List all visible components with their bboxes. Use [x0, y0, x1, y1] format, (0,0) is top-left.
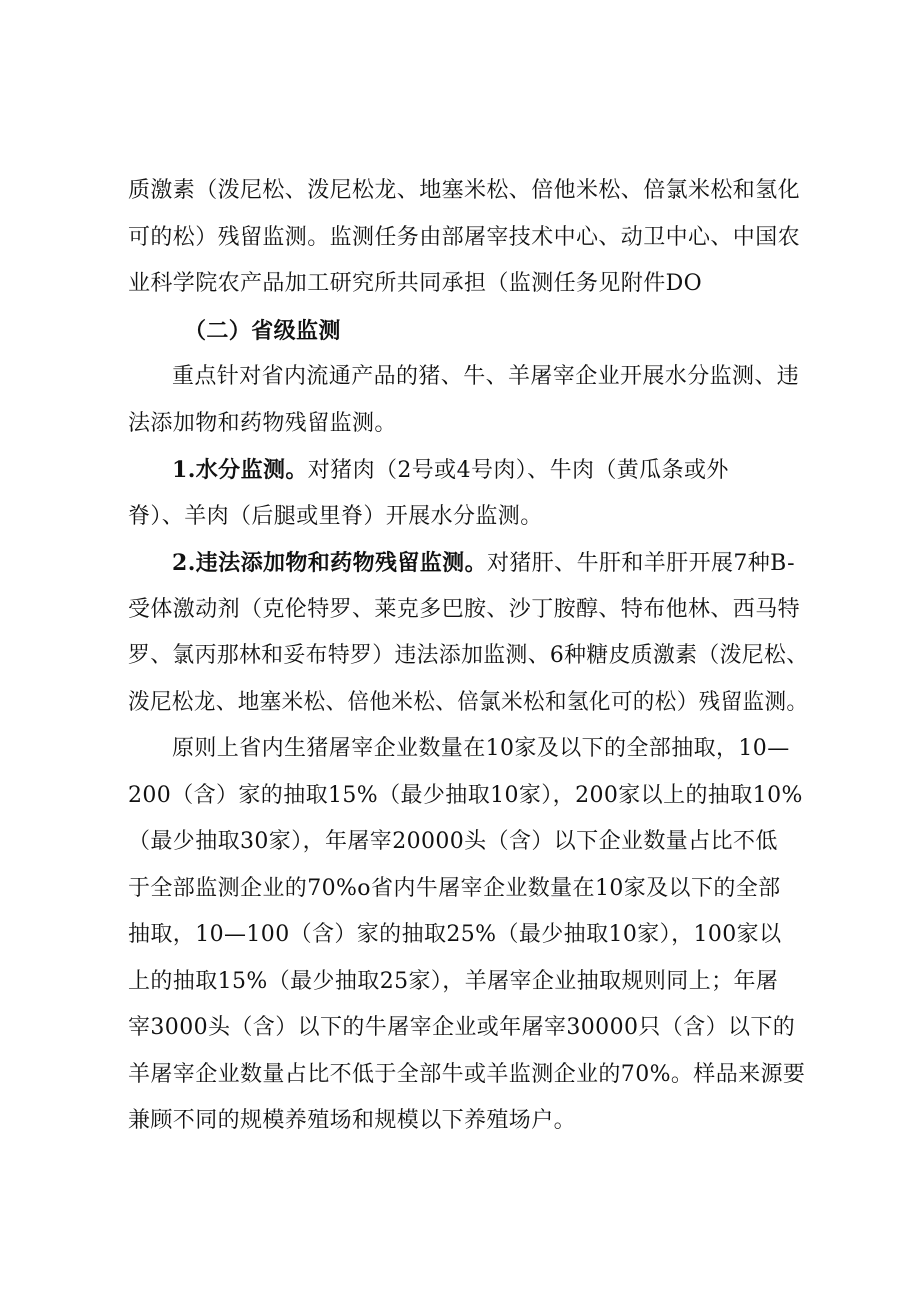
text-line: 羊屠宰企业数量占比不低于全部牛或羊监测企业的70%。样品来源要	[128, 1061, 806, 1087]
text-line: 法添加物和药物残留监测。	[128, 410, 397, 436]
text-span: 对猪肝、牛肝和羊肝开展7种B-	[486, 551, 795, 576]
paragraph-line	[128, 447, 808, 494]
text-line: 脊）、羊肉（后腿或里脊）开展水分监测。	[128, 503, 543, 529]
text-span: 对猪肉（2号或4号肉）、牛肉（黄瓜条或外	[307, 458, 729, 483]
text-line: 重点针对省内流通产品的猪、牛、羊屠宰企业开展水分监测、违	[172, 364, 800, 389]
subsection-title: 1.水分监测。	[172, 457, 308, 483]
text-line: 业科学院农产品加工研究所共同承担（监测任务见附件DO	[128, 271, 703, 296]
text-line: 受体激动剂（克伦特罗、莱克多巴胺、沙丁胺醇、特布他林、西马特	[128, 596, 801, 622]
section-heading: （二）省级监测	[184, 317, 341, 344]
subsection-title: 2.违法添加物和药物残留监测。	[172, 550, 487, 576]
text-line: 质激素（泼尼松、泼尼松龙、地塞米松、倍他米松、倍氯米松和氢化	[128, 178, 801, 203]
text-line: 抽取，10—100（含）家的抽取25%（最少抽取10家），100家以	[128, 922, 782, 947]
text-line: 于全部监测企业的70%o省内牛屠宰企业数量在10家及以下的全部	[128, 875, 781, 901]
text-line: 200（含）家的抽取15%（最少抽取10家），200家以上的抽取10%	[128, 782, 803, 808]
text-line: 泼尼松龙、地塞米松、倍他米松、倍氯米松和氢化可的松）残留监测。	[128, 689, 809, 715]
text-line: 罗、氯丙那林和妥布特罗）违法添加监测、6种糖皮质激素（泼尼松、	[128, 643, 809, 668]
text-line: 兼顾不同的规模养殖场和规模以下养殖场户。	[128, 1108, 577, 1133]
text-line: 宰3000头（含）以下的牛屠宰企业或年屠宰30000只（含）以下的	[128, 1015, 796, 1040]
text-line: 原则上省内生猪屠宰企业数量在10家及以下的全部抽取，10—	[172, 736, 790, 761]
text-line: 可的松）残留监测。监测任务由部屠宰技术中心、动卫中心、中国农	[128, 224, 801, 250]
paragraph-line	[128, 540, 808, 587]
text-line: 上的抽取15%（最少抽取25家），羊屠宰企业抽取规则同上；年屠	[128, 968, 779, 994]
text-line: （最少抽取30家），年屠宰20000头（含）以下企业数量占比不低	[128, 829, 778, 854]
document-page	[128, 168, 808, 1145]
